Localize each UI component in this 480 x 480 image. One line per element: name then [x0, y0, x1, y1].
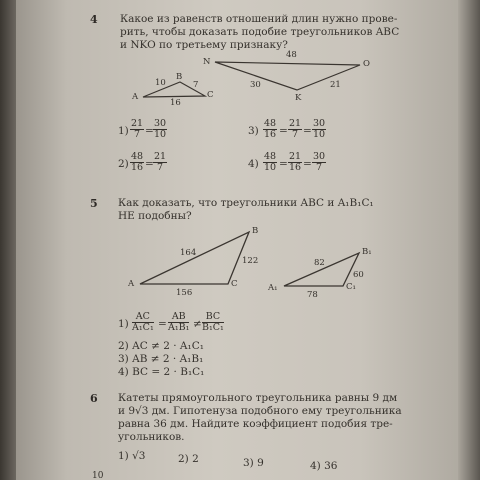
- t4-opt3-frac2: $\frac{21}{7}$: [289, 118, 302, 140]
- side-a1b1: 82: [314, 258, 325, 268]
- task5-number: 5: [90, 197, 98, 210]
- t5-opt1-label: 1): [118, 318, 129, 330]
- task5-line2: НЕ подобны?: [118, 210, 192, 222]
- vertex-b: B: [176, 72, 183, 82]
- t5-opt1-frac1: $\frac{AC}{\text{A₁C₁}}$: [132, 311, 154, 333]
- task4-line1: Какое из равенств отношений длин нужно прове-: [120, 13, 398, 25]
- side-b1c1: 60: [353, 270, 364, 280]
- vertex-c1: C₁: [346, 282, 356, 292]
- t5-opt1-frac3: $\frac{BC}{\text{B₁C₁}}$: [202, 311, 224, 333]
- t6-opt3: 3) 9: [243, 457, 264, 469]
- task6-number: 6: [90, 392, 98, 405]
- side-ac-large: 156: [176, 288, 193, 298]
- task5-line1: Как доказать, что треугольники ABC и A₁B₁C₁: [118, 197, 374, 209]
- t6-opt4: 4) 36: [310, 460, 338, 472]
- t5-opt4: 4) BC = 2 · B₁C₁: [118, 366, 205, 378]
- task6-line2: и 9√3 дм. Гипотенуза подобного ему треугольника: [118, 405, 402, 417]
- task6-line3: равна 36 дм. Найдите коэффициент подобия тре-: [118, 418, 393, 430]
- task4-number: 4: [90, 13, 98, 26]
- t4-opt4-label: 4): [248, 158, 259, 170]
- vertex-c-large: C: [231, 279, 238, 289]
- side-nk: 30: [250, 80, 261, 90]
- t4-opt4-frac3: $\frac{30}{7}$: [313, 151, 326, 173]
- t5-opt1-frac2: $\frac{AB}{\text{A₁B₁}}$: [168, 311, 190, 333]
- vertex-k: K: [295, 93, 302, 103]
- vertex-o: O: [363, 59, 370, 69]
- vertex-a-large: A: [128, 279, 135, 289]
- side-bc: 7: [193, 80, 199, 90]
- t6-opt1: 1) √3: [118, 450, 146, 462]
- textbook-page: 4 Какое из равенств отношений длин нужно прове- рить, чтобы доказать подобие треугольников ABC и NKO по третьему признаку? A B C 10 7 16 N K O 48 30 21 1) $\frac{21}{7}$ = $\frac{30}{10}$ 2) $\frac{48}{16}$ = $\frac{21}{7}$ 3) $\frac{48}{16}$ = $\frac{21}{7}$ = $\frac{30}{10}$ 4) $\frac{48}{10}$ = $\frac{21}{16}$ = $\frac{30}{7}$ 5 Как доказать, что треугольники ABC и A₁B₁C₁ НЕ подобны? A B C 164 122 156 A₁ B₁ C₁ 82 60 78 1) $\frac{AC}{\text{A₁C₁}}$ = $\frac{AB}{\text{A₁B₁}}$ ≠ $\frac{BC}{\text{B₁C₁}}$ 2) AC ≠ 2 · A₁C₁ 3) AB ≠ 2 · A₁B₁ 4) BC = 2 · B₁C₁ 6 Катеты прямоугольного треугольника равны 9 дм и 9√3 дм. Гипотенуза подобного ему треугольника равна 36 дм. Найдите коэффициент подобия тре- угольников. 1) √3 2) 2 3) 9 4) 36 10: [0, 0, 480, 480]
- t4-opt3-frac3: $\frac{30}{10}$: [313, 118, 326, 140]
- t4-opt4-frac1: $\frac{48}{10}$: [264, 151, 277, 173]
- t4-opt2-frac2: $\frac{21}{7}$: [154, 151, 167, 173]
- t4-opt3-label: 3): [248, 125, 259, 137]
- task6-line1: Катеты прямоугольного треугольника равны 9 дм: [118, 392, 398, 404]
- vertex-n: N: [203, 57, 211, 67]
- side-bc-large: 122: [242, 256, 259, 266]
- task4-line2: рить, чтобы доказать подобие треугольников ABC: [120, 26, 400, 38]
- vertex-b1: B₁: [362, 247, 372, 257]
- t4-opt3-frac1: $\frac{48}{16}$: [264, 118, 277, 140]
- side-ab: 10: [155, 78, 166, 88]
- side-ab-large: 164: [180, 248, 197, 258]
- t4-opt1-frac2: $\frac{30}{10}$: [154, 118, 167, 140]
- t4-opt1-label: 1): [118, 125, 129, 137]
- vertex-b-large: B: [252, 226, 259, 236]
- side-a1c1: 78: [307, 290, 318, 300]
- t4-opt1-frac1: $\frac{21}{7}$: [131, 118, 144, 140]
- triangle-abc-large: [140, 232, 249, 284]
- page-number: 10: [92, 471, 104, 480]
- vertex-a1: A₁: [268, 283, 278, 293]
- t4-opt4-frac2: $\frac{21}{16}$: [289, 151, 302, 173]
- vertex-a: A: [132, 92, 139, 102]
- t5-opt3: 3) AB ≠ 2 · A₁B₁: [118, 353, 204, 365]
- side-ko: 21: [330, 80, 341, 90]
- task6-line4: угольников.: [118, 431, 185, 443]
- t4-opt2-label: 2): [118, 158, 129, 170]
- t6-opt2: 2) 2: [178, 453, 199, 465]
- side-no: 48: [286, 50, 297, 60]
- task4-line3: и NKO по третьему признаку?: [120, 39, 288, 51]
- vertex-c: C: [207, 90, 214, 100]
- side-ac: 16: [170, 98, 181, 108]
- t5-opt2: 2) AC ≠ 2 · A₁C₁: [118, 340, 204, 352]
- t4-opt2-frac1: $\frac{48}{16}$: [131, 151, 144, 173]
